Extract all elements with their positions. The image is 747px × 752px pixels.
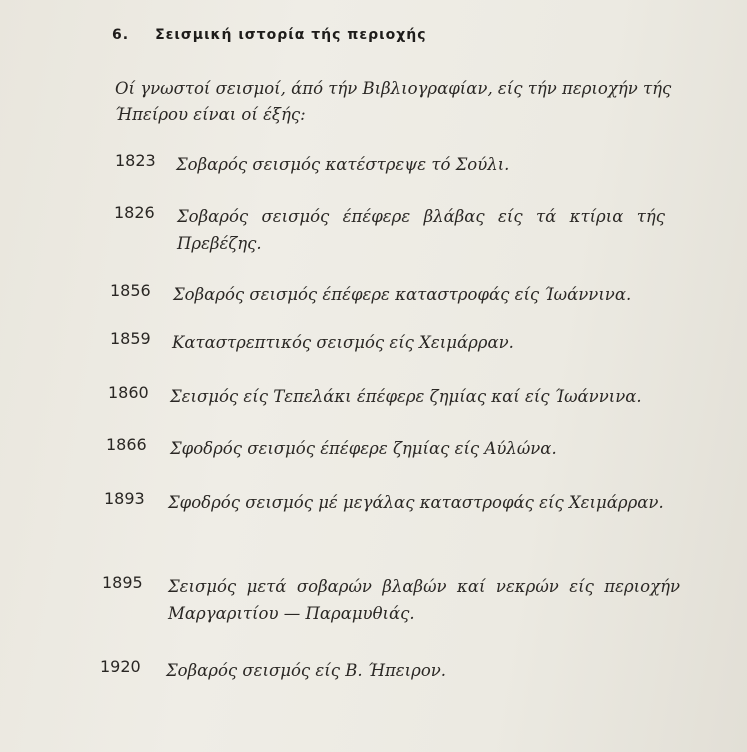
entry-text: Σοβαρός σεισμός έπέφερε καταστροφάς είς Ίωάννινα. <box>173 285 632 304</box>
section-heading <box>112 27 427 43</box>
entry-year: 1893 <box>104 489 145 508</box>
entry-text: Καταστρεπτικός σεισμός είς Χειμάρραν. <box>172 333 514 352</box>
entry-text: Σοβαρός σεισμός είς Β. Ήπειρον. <box>166 661 447 680</box>
entry-year: 1920 <box>100 657 141 676</box>
intro-paragraph: Οί γνωστοί σεισμοί, άπό τήν Βιβλιογραφίαν, είς τήν περιοχήν τής Ήπείρου είναι οί έξής: <box>115 79 672 124</box>
entry-year: 1823 <box>115 151 156 170</box>
entry-text: Σοβαρός σεισμός έπέφερε βλάβας είς τά κτίρια τής Πρεβέζης. <box>177 207 665 253</box>
entry-year: 1895 <box>102 573 143 592</box>
entry-text: Σεισμός μετά σοβαρών βλαβών καί νεκρών είς περιοχήν Μαργαριτίου — Παραμυθιάς. <box>168 577 680 623</box>
entry-text: Σφοδρός σεισμός έπέφερε ζημίας είς Αύλώνα. <box>170 439 557 458</box>
section-title: Σεισμική ιστορία τής περιοχής <box>155 27 427 43</box>
entry-year: 1860 <box>108 383 149 402</box>
section-number: 6. <box>112 27 130 43</box>
entry-year: 1826 <box>114 203 155 222</box>
entry-text: Σφοδρός σεισμός μέ μεγάλας καταστροφάς είς Χειμάρραν. <box>168 493 664 512</box>
entry-year: 1856 <box>110 281 151 300</box>
entry-text: Σοβαρός σεισμός κατέστρεψε τό Σούλι. <box>176 155 510 174</box>
entry-text: Σεισμός είς Τεπελάκι έπέφερε ζημίας καί είς Ίωάννινα. <box>170 387 642 406</box>
entry-year: 1866 <box>106 435 147 454</box>
entry-year: 1859 <box>110 329 151 348</box>
